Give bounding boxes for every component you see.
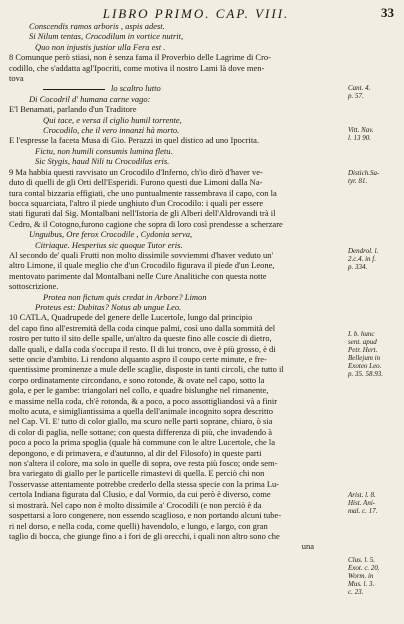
margin-note-cane: Cant. 4. p. 57.: [348, 84, 371, 100]
verse-line: Fictu, non humili consumis lumina fletu.: [35, 145, 173, 156]
text-line: molto acuta, e simigliantissima a quella dell'animale incognito sopra descritto: [9, 406, 274, 417]
text-line: bocca squarciata, l'altro il piede unghiuto d'un Crocodilo: i quali per essere: [9, 197, 264, 208]
text-line: Cedro, & il Cotogno,furono cagione che sopra di loro così prendesse a scherzare: [9, 218, 283, 229]
text-line: E l'espresse la faceta Musa di Gio. Perazzi in quel distico ad uno Ipocrita.: [9, 135, 260, 146]
text-line: mentovato parimente dal Montalbani nelle Cure Analitiche con questa notte: [9, 270, 267, 281]
text-line: rostro per tutto il sito delle spalle, un'altro da queste fino alle coscie di dietro,: [9, 333, 272, 344]
margin-note-ib: I. b. hunc sent. apud Petr. Hert. Bellejum in Exoteo Leo. p. 35. 58.93.: [348, 330, 383, 378]
text-line: si mostrarà. Nel capo non è molto dissimile a' Crocodili (e non perciò è da: [9, 499, 262, 510]
text-line: bra variegato di giallo per le particelle rimastevi di quella. E perciò chi non: [9, 468, 265, 479]
margin-note-vitt: Vitt. Nav. l. 13 90.: [348, 126, 374, 142]
text-line: duto di quelli de gli Orti dell'Esperidi. Furono questi due Limoni dalla Na-: [9, 177, 263, 188]
text-line: l'osservasse attentamente potrebbe crederlo della stessa specie con la prima Lu-: [9, 478, 280, 489]
catchword: una: [301, 541, 314, 552]
text-line: e massime nella coda, ch'è rotonda, & a poco, a poco assottigliandosi và a finir: [9, 395, 278, 406]
text-line: certola Indiana figurata dal Clusio, e dal Vormio, da cui però è diverso, come: [9, 489, 271, 500]
main-text-column: [9, 21, 334, 552]
verse-line: Si Nilum tentas, Crocodilum in vortice nutrit,: [29, 31, 184, 42]
text-line: sospettarsi a loro congenere, non essendo scaglioso, e non portando alcuni tube-: [9, 510, 282, 521]
running-title: LIBRO PRIMO. CAP. VIII.: [102, 6, 290, 21]
verse-line: Qui tace, e versa il ciglio humil torrente,: [43, 114, 182, 125]
text-line: 9 Ma habbia questi ravvisato un Crocodilo d'Inferno, ch'io dirò d'haver ve-: [9, 166, 263, 177]
verse-line: Di Cocodril d' humana carne vago:: [29, 93, 151, 104]
margin-note-arist: Arist. l. 8. Hist. Ani- mal. c. 17.: [348, 491, 378, 515]
text-line: 8 Comunque però stiasi, non è senza fama il Proverbio delle Lagrime di Cro-: [9, 52, 272, 63]
text-line: nel Cap. VI. E' tutto di color giallo, ma scuro nelle parti soprane, chiaro, ò sia: [9, 416, 273, 427]
text-line: poco a poco la prima spoglia (quale hà commune con le altre Lucertole, che la: [9, 437, 275, 448]
verse-line: Conscendis ramos arboris , aspis adest.: [29, 21, 165, 31]
verse-line: Sic Stygis, haud Nili tu Crocodilus eris.: [35, 156, 170, 167]
text-line: depongono, e di primavera, e d'autunno, al dir del Filosofo) in queste parti: [9, 447, 262, 458]
verse-text: lo scaltro lutto: [111, 83, 161, 94]
text-line: codillo, che s'addatta agl'Ipocriti, come motiva il nostro Lami là dove men-: [9, 62, 265, 73]
text-line: stati figurati dal Sig. Montalbani nell'Istoria de gli Alberi dell'Aldrovandi trà il: [9, 208, 276, 219]
margin-note-clus: Clus. l. 5. Exot. c. 20. Worm. in Mus. l. 3. c. 23.: [348, 556, 380, 596]
text-line: gola, e per le gambe: triangolari nel collo, e quadre bislunghe nel rimanente,: [9, 385, 269, 396]
text-line: sette oncie d'ambito. Li rendono alquanto aspro il coupo certe minute, e fre-: [9, 354, 267, 364]
text-line: taglio di bocca, che giunge fino a i fori de gli orecchi, i quali non altro sono che: [9, 530, 280, 541]
verse-line: Proteus est: Dubitas? Notus ab ungue Leo.: [35, 301, 182, 312]
text-line: non s'altera il colore, ma solo in quelle di sopra, ove resta più fosco; onde sem-: [9, 458, 278, 469]
page-number: 33: [381, 5, 394, 20]
verse-line-with-rule: [9, 83, 334, 93]
verse-line: Quo non injustis justior ulla Fera est .: [35, 41, 166, 52]
text-line: tova: [9, 73, 24, 84]
verse-line: Protea non fictum quis credat in Arbore? Limon: [43, 291, 207, 302]
margin-note-dendrol: Dendrol. l. 2.c.4. in f. p. 334.: [348, 247, 379, 271]
verse-rule: [43, 89, 105, 90]
text-line: sottoscrizione.: [9, 281, 59, 292]
verse-line: Citriaque. Hesperius sic quoque Tutor eris.: [35, 239, 183, 250]
margin-note-distich: Distich.Sa- tyr. 81.: [348, 169, 380, 185]
text-line: dalle quali, e dalla coda s'occupa il resto. Il di lui tronco, ove è più grosso, è di: [9, 343, 276, 354]
text-line: Al secondo de' quali Frutti non molto dissimile sovviemmi d'haver veduto un': [9, 249, 274, 260]
text-line: corpo ordinatamente circondano, e sono rotonde, & ovate nel capo, sotto la: [9, 374, 265, 385]
text-line: quentissime prominenze a mule delle scaglie, disposte in tanti circoli, che tutto il: [9, 364, 284, 375]
text-line: tura contal bizzaria effigiati, che uno puntualmente rassembrava il capo, con la: [9, 187, 277, 198]
text-line: ri nel dorso, e nella coda, come quelli) havendolo, e lungo, e largo, con gran: [9, 520, 268, 531]
verse-line: Unguibus, Ore ferox Crocodile , Cydonia serva,: [29, 229, 193, 240]
text-line: E'l Benamati, parlando d'un Traditore: [9, 104, 137, 115]
text-line: del capo fino all'estremità della coda cinque palmi, così uno dalla sommità del: [9, 322, 276, 333]
verse-line: Crocodilo, che il vero innanzi hà morto.: [43, 125, 180, 136]
text-line: altro Limone, il quale meglio che d'un Crocodilo figurava il piede d'un Leone,: [9, 260, 275, 271]
text-line: 10 CATLA, Quadrupede del genere delle Lucertole, lungo dal principio: [9, 312, 253, 323]
text-line: di color di paglia, nelle sottane; con questa differenza di più, che invadendo à: [9, 426, 273, 437]
